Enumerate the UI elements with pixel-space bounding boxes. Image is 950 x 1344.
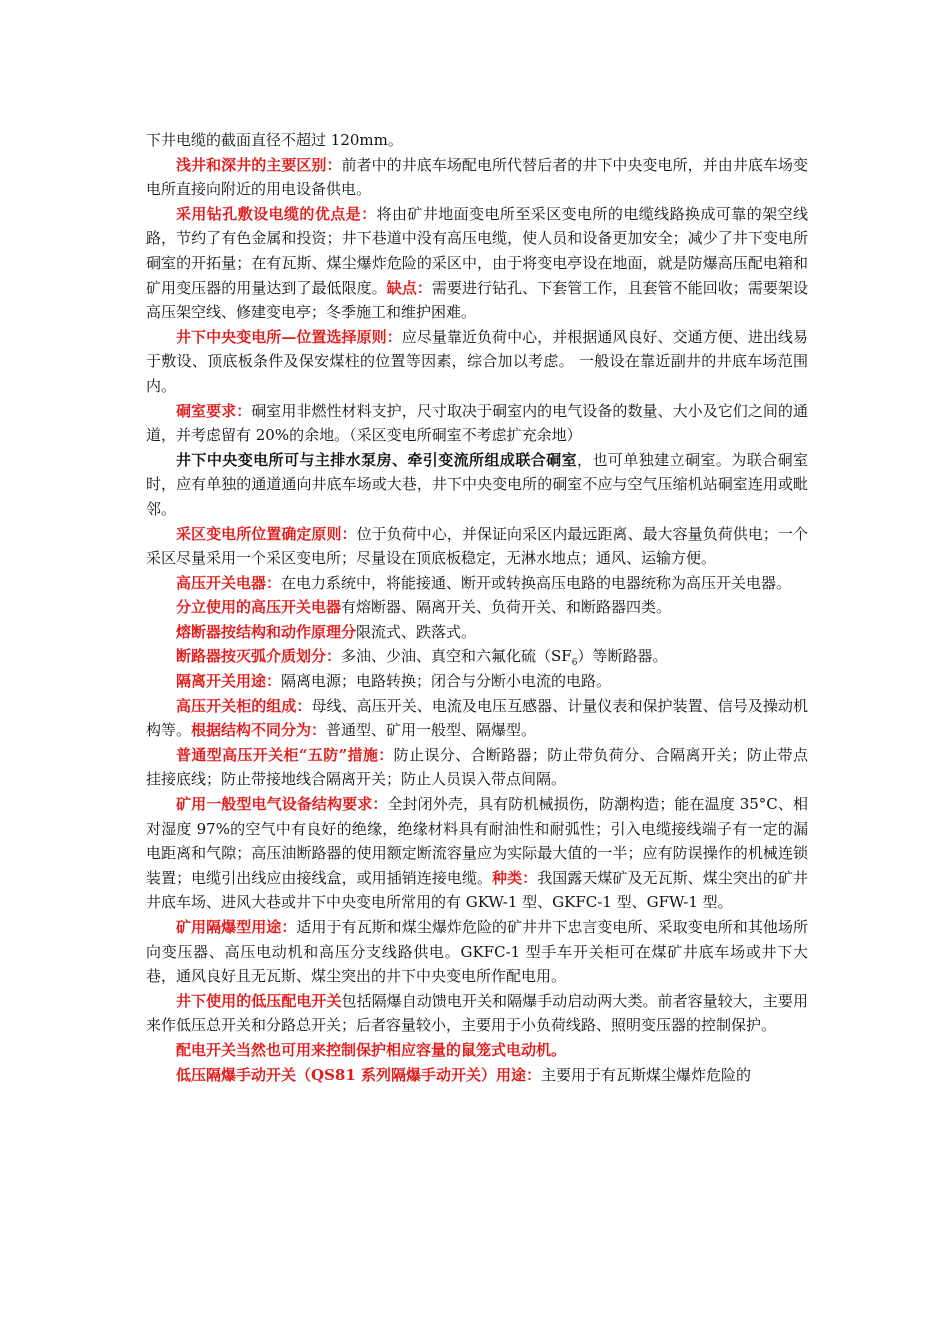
- paragraph: [146, 792, 808, 915]
- heading-term: 熔断器按结构和动作原理分: [176, 622, 357, 641]
- heading-term: 根据结构不同分为：: [191, 721, 327, 740]
- heading-term: 种类：: [492, 868, 538, 887]
- paragraph: [146, 399, 808, 448]
- body-text: 全封闭外壳，具有防机械损伤，防潮构造；能在温度 35°C、相对湿度 97%的空气中有良好的绝缘，绝缘材料具有耐油性和耐弧性；引入电缆接线端子有一定的漏电距离和气隙；高压油断路器的使用额定断流容量应为实际最大值的一半；应有防误操作的机械连锁装置；电缆引出线应由接线盒，或用插销连接电缆。: [146, 795, 808, 887]
- paragraph: [146, 620, 808, 645]
- paragraph: [146, 694, 808, 743]
- paragraph: [146, 153, 808, 202]
- body-text: 在电力系统中，将能接通、断开或转换高压电路的电器统称为高压开关电器。: [281, 573, 792, 592]
- heading-term: 井下中央变电所—位置选择原则：: [176, 327, 402, 346]
- heading-term: 缺点：: [386, 278, 432, 297]
- heading-term: 矿用隔爆型用途：: [176, 918, 297, 936]
- heading-term: 普通型高压开关柜“五防”措施：: [176, 745, 394, 764]
- paragraph: [146, 448, 808, 522]
- heading-term: 井下使用的低压配电开关: [176, 991, 342, 1010]
- body-text: 我国露天煤矿及无瓦斯、煤尘突出的矿井井底车场、进风大巷或井下中央变电所常用的有 GKW-1 型、GKFC-1 型、GFW-1 型。: [146, 868, 808, 912]
- heading-term: 配电开关当然也可用来控制保护相应容量的鼠笼式电动机。: [176, 1040, 567, 1059]
- body-text: 限流式、跌落式。: [356, 622, 477, 641]
- document-page: [146, 128, 808, 1087]
- paragraph: [146, 571, 808, 596]
- paragraph: [146, 989, 808, 1038]
- heading-term: 低压隔爆手动开关（QS81 系列隔爆手动开关）用途：: [176, 1065, 541, 1084]
- heading-term: 断路器按灭弧介质划分：: [176, 647, 342, 666]
- body-text: 防止误分、合断路器；防止带负荷分、合隔离开关；防止带点挂接底线；防止带接地线合隔离开关；防止人员误入带点间隔。: [146, 745, 808, 789]
- heading-term: 采区变电所位置确定原则：: [176, 524, 357, 543]
- body-text: 有熔断器、隔离开关、负荷开关、和断路器四类。: [341, 598, 672, 617]
- heading-term: 浅井和深井的主要区别：: [176, 155, 342, 174]
- heading-term: 高压开关电器：: [176, 573, 282, 592]
- heading-term: 隔离开关用途：: [176, 672, 282, 691]
- paragraph: [146, 669, 808, 694]
- bold-text: 井下中央变电所可与主排水泵房、牵引变流所组成联合硐室: [176, 450, 578, 469]
- heading-term: 分立使用的高压开关电器: [176, 598, 342, 617]
- body-text: 应尽量靠近负荷中心，并根据通风良好、交通方便、进出线易于敷设、顶底板条件及保安煤柱的位置等因素，综合加以考虑。 一般设在靠近副井的井底车场范围内。: [146, 327, 808, 395]
- body-text: 下井电缆的截面直径不超过 120mm。: [146, 131, 403, 149]
- body-text: 位于负荷中心，并保证向采区内最远距离、最大容量负荷供电；一个采区尽量采用一个采区变电所；尽量设在顶底板稳定，无淋水地点；通风、运输方便。: [146, 524, 808, 568]
- body-text: 前者中的井底车场配电所代替后者的井下中央变电所，并由井底车场变电所直接向附近的用电设备供电。: [146, 155, 808, 199]
- body-text: 母线、高压开关、电流及电压互感器、计量仪表和保护装置、信号及操动机构等。: [146, 696, 808, 740]
- heading-term: 矿用一般型电气设备结构要求：: [176, 795, 388, 814]
- body-text: 多油、少油、真空和六氟化硫（SF: [341, 647, 572, 666]
- paragraph: [146, 1038, 808, 1063]
- heading-term: 采用钻孔敷设电缆的优点是：: [176, 204, 377, 223]
- paragraph: [146, 128, 808, 153]
- paragraph: [146, 325, 808, 399]
- paragraph: [146, 522, 808, 571]
- body-text: 主要用于有瓦斯煤尘爆炸危险的: [541, 1065, 752, 1084]
- body-text: ，也可单独建立硐室。为联合硐室时，应有单独的通道通向井底车场或大巷，井下中央变电所的硐室不应与空气压缩机站硐室连用或毗邻。: [146, 450, 808, 518]
- paragraph: [146, 915, 808, 989]
- body-text: 包括隔爆自动馈电开关和隔爆手动启动两大类。前者容量较大，主要用来作低压总开关和分路总开关；后者容量较小，主要用于小负荷线路、照明变压器的控制保护。: [146, 991, 808, 1035]
- heading-term: 硐室要求：: [176, 401, 252, 420]
- body-text: 需要进行钻孔、下套管工作，且套管不能回收；需要架设高压架空线、修建变电亭；冬季施工和维护困难。: [146, 278, 808, 322]
- body-text: ）等断路器。: [577, 647, 668, 666]
- paragraph: [146, 1063, 808, 1088]
- paragraph: [146, 743, 808, 792]
- paragraph: [146, 595, 808, 620]
- paragraph: [146, 644, 808, 669]
- body-text: 隔离电源；电路转换；闭合与分断小电流的电路。: [281, 672, 612, 691]
- body-text: 将由矿井地面变电所至采区变电所的电缆线路换成可靠的架空线路，节约了有色金属和投资；井下巷道中没有高压电缆，使人员和设备更加安全；减少了井下变电所硐室的开拓量；在有瓦斯、煤尘爆炸危险的采区中，由于将变电亭设在地面，就是防爆高压配电箱和矿用变压器的用量达到了最低限度。: [146, 204, 808, 297]
- body-text: 适用于有瓦斯和煤尘爆炸危险的矿井井下忠言变电所、采取变电所和其他场所向变压器、高压电动机和高压分支线路供电。GKFC-1 型手车开关柜可在煤矿井底车场或井下大巷，通风良好且无瓦斯、煤尘突出的井下中央变电所作配电用。: [146, 918, 808, 986]
- body-text: 硐室用非燃性材料支护，尺寸取决于硐室内的电气设备的数量、大小及它们之间的通道，并考虑留有 20%的余地。（采区变电所硐室不考虑扩充余地）: [146, 401, 808, 445]
- body-text: 普通型、矿用一般型、隔爆型。: [326, 721, 537, 740]
- heading-term: 高压开关柜的组成：: [176, 696, 312, 715]
- subscript-text: 6: [571, 658, 578, 669]
- paragraph: [146, 202, 808, 325]
